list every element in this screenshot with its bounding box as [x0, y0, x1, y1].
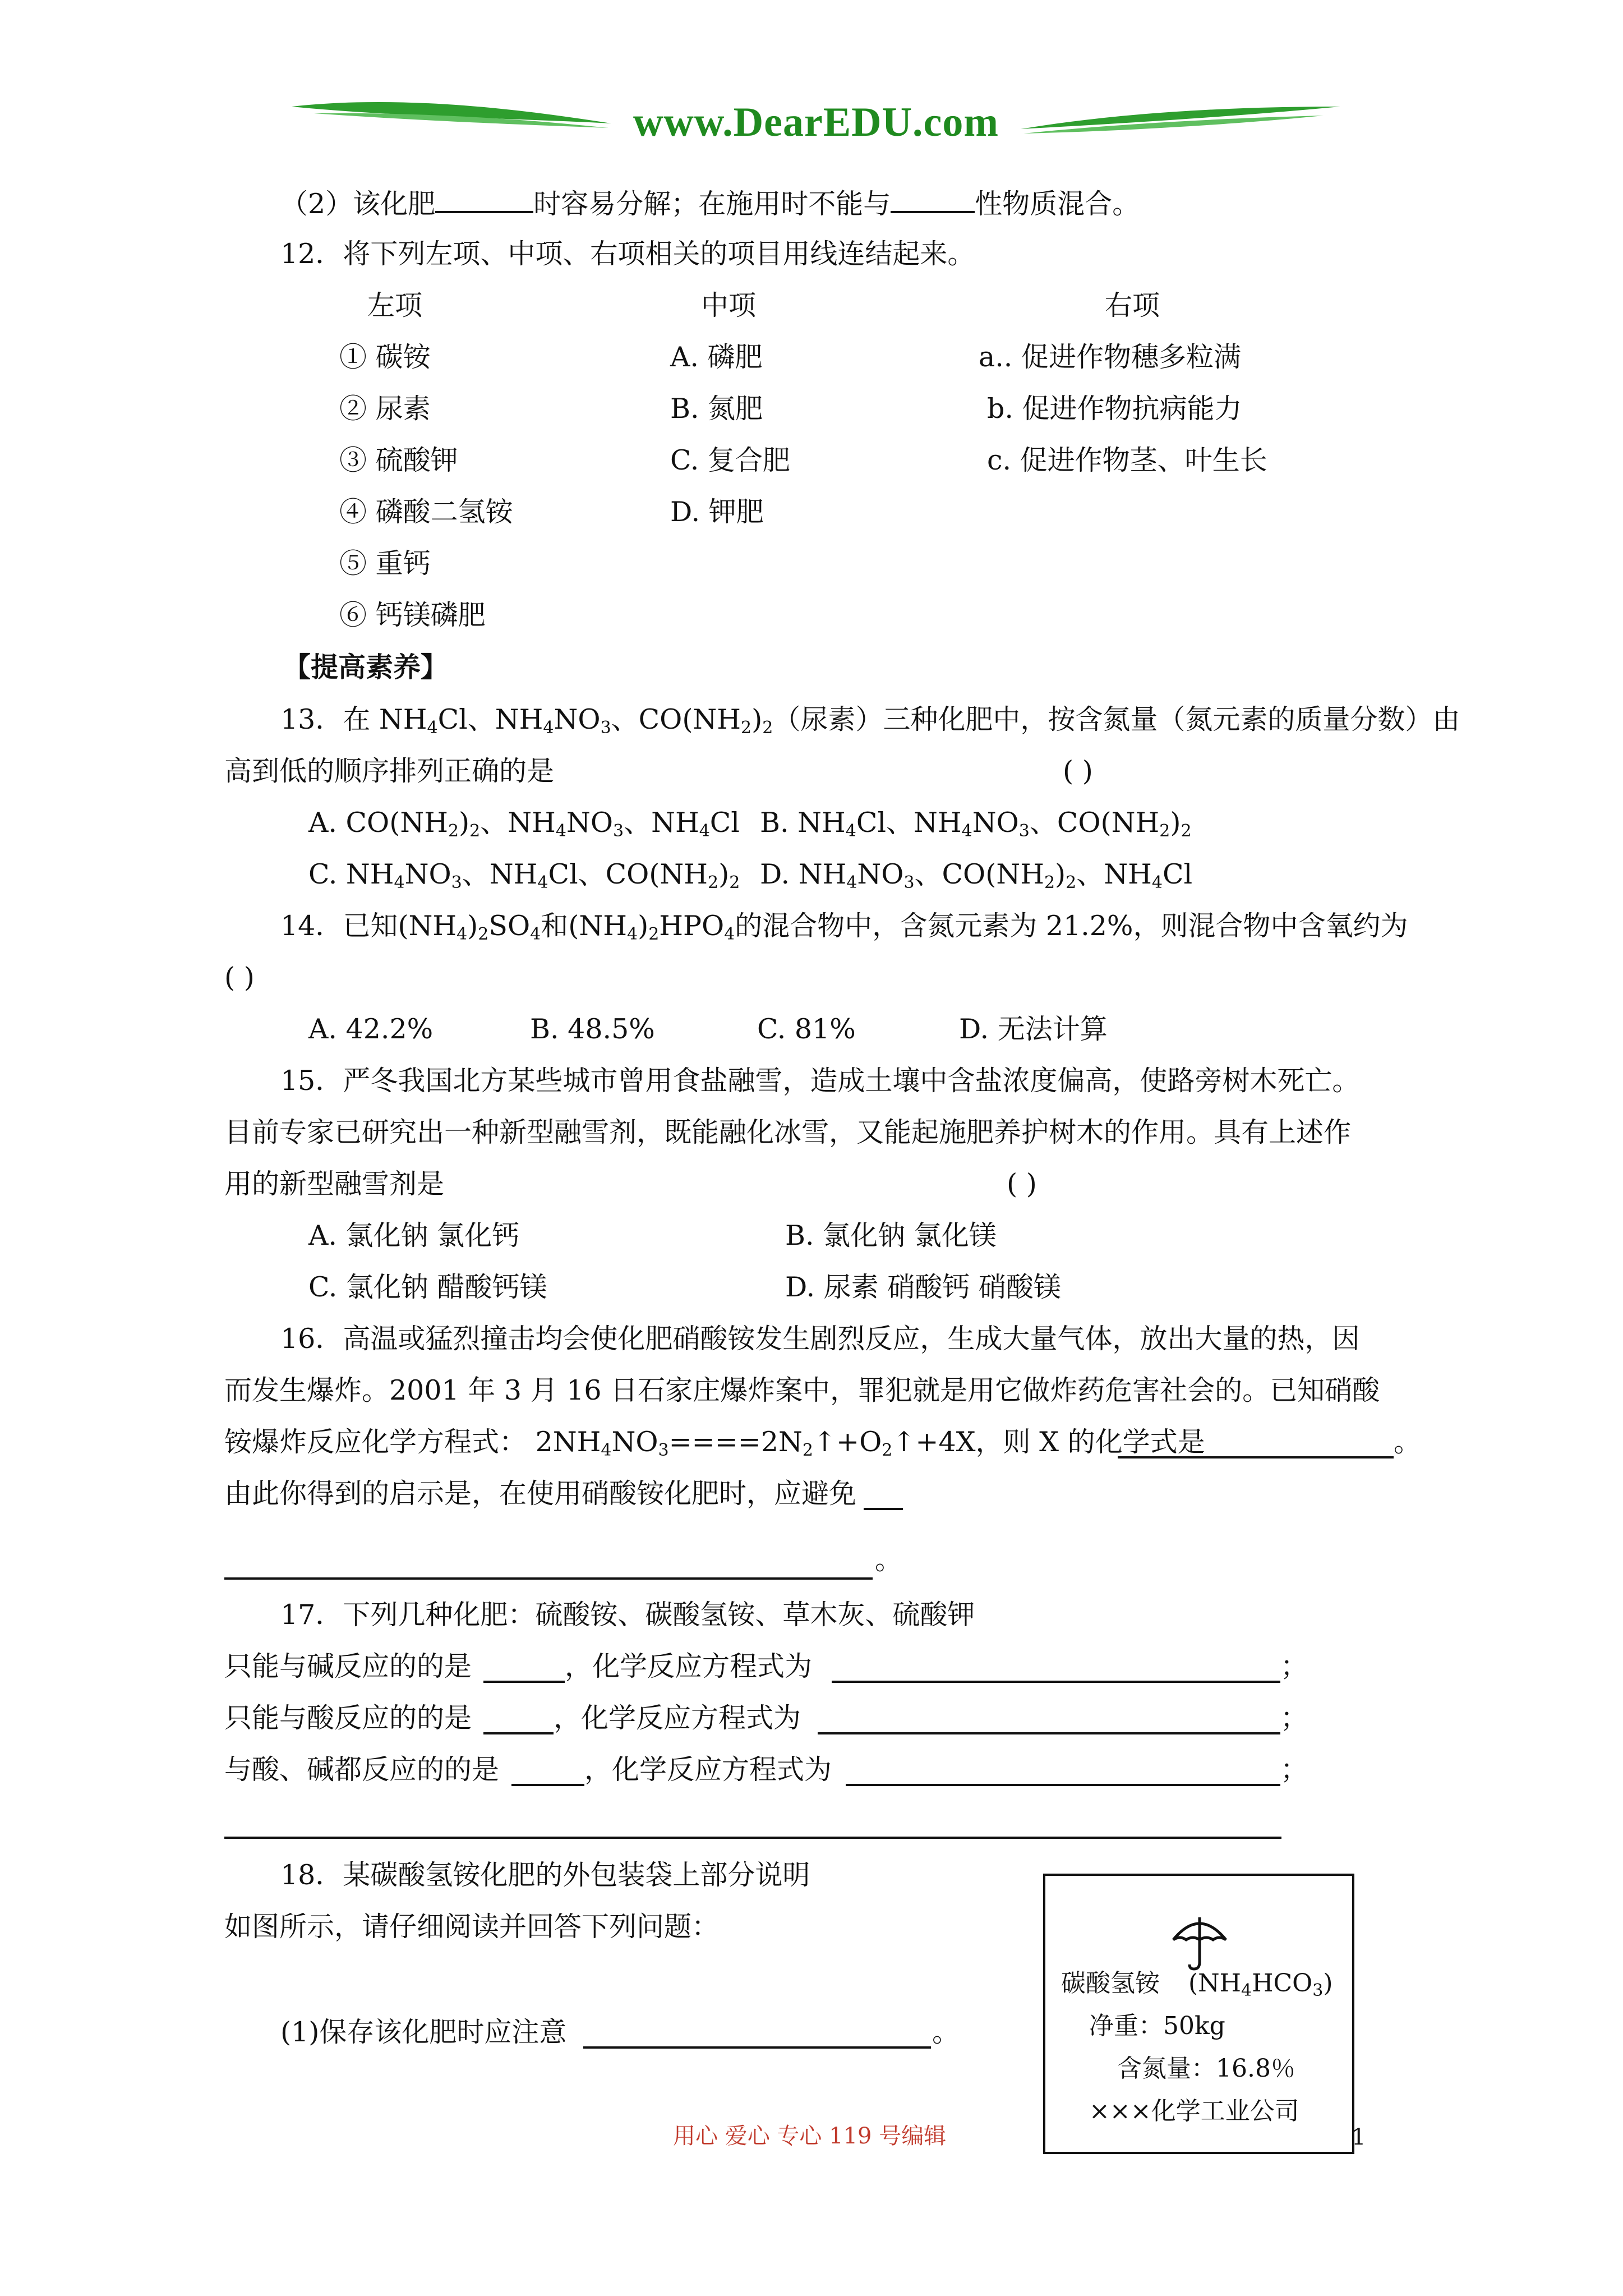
q15-option-b[interactable]: B. 氯化钠 氯化镁 — [785, 1220, 997, 1251]
q14-stem: 14．已知$(NH_4)_2SO_4$和$(NH_4)_2HPO_4$的混合物中，含氮元素为 21.2%，则混合物中含氧约为 — [280, 910, 1408, 944]
q16-stem-line2: 而发生爆炸。2001 年 3 月 16 日石家庄爆炸案中，罪犯就是用它做炸药危害社会的。已知硝酸 — [224, 1374, 1380, 1406]
q16-stem-line1: 16．高温或猛烈撞击均会使化肥硝酸铵发生剧烈反应，生成大量气体，放出大量的热，因 — [280, 1323, 1360, 1355]
q12-middle-item: A. 磷肥 — [670, 341, 763, 373]
umbrella-icon — [1169, 1911, 1230, 1972]
q13-option-d[interactable]: D. $NH_4NO_3$、$CO(NH_2)_2$、$NH_4Cl$ — [760, 858, 1193, 892]
net-weight: 净重：50kg — [1089, 2012, 1225, 2040]
q12-right-item: b. 促进作物抗病能力 — [987, 393, 1242, 425]
answer-blank[interactable] — [846, 1784, 1280, 1786]
period: 。 — [1394, 1426, 1422, 1458]
semicolon: ； — [1280, 1754, 1308, 1786]
q17-stem: 17．下列几种化肥：硫酸铵、碳酸氢铵、草木灰、硫酸钾 — [280, 1599, 975, 1631]
q16-stem-line4: 由此你得到的启示是，在使用硝酸铵化肥时，应避免 — [224, 1478, 857, 1510]
company-name: ×××化学工业公司 — [1089, 2097, 1299, 2125]
q12-middle-item: D. 钾肥 — [670, 496, 764, 528]
q17-row3-label: 与酸、碱都反应的的是 — [224, 1754, 500, 1786]
nitrogen-content: 含氮量：16.8％ — [1117, 2054, 1295, 2083]
q14-option-a[interactable]: A. 42.2% — [308, 1013, 434, 1045]
q12-header-left: 左项 — [367, 289, 423, 321]
q18-stem-line1: 18．某碳酸氢铵化肥的外包装袋上部分说明 — [280, 1859, 810, 1891]
answer-blank[interactable] — [891, 185, 975, 213]
q16-stem-line3: 铵爆炸反应化学方程式： $2NH_4NO_3====2N_2↑+O_2↑+4X$，则 X 的化学式是 — [224, 1426, 1205, 1460]
q17-row3-mid: ，化学反应方程式为 — [584, 1754, 832, 1786]
q12-right-item: c. 促进作物茎、叶生长 — [987, 444, 1267, 476]
page-number: 1 — [1352, 2124, 1366, 2150]
q14-option-d[interactable]: D. 无法计算 — [959, 1013, 1108, 1045]
q17-row2-label: 只能与酸反应的的是 — [224, 1702, 472, 1734]
answer-blank[interactable] — [511, 1784, 584, 1786]
q13-stem-line1: 13．在 $NH_4Cl$、$NH_4NO_3$、$CO(NH_2)_2$（尿素）三种化肥中，按含氮量（氮元素的质量分数）由 — [280, 703, 1460, 738]
q15-stem-line2: 目前专家已研究出一种新型融雪剂，既能融化冰雪，又能起施肥养护树木的作用。具有上述作 — [224, 1116, 1352, 1148]
q12-middle-item: C. 复合肥 — [670, 444, 790, 476]
product-formula: $(NH_4HCO_3)$ — [1188, 1969, 1333, 2000]
answer-bracket[interactable]: ( ) — [1007, 1168, 1037, 1200]
q18-part1: (1)保存该化肥时应注意 — [280, 2016, 567, 2048]
q12-header-middle: 中项 — [701, 289, 757, 321]
q15-stem-line3: 用的新型融雪剂是 — [224, 1168, 445, 1200]
period: 。 — [932, 2016, 960, 2048]
answer-blank[interactable] — [832, 1681, 1280, 1683]
answer-blank[interactable] — [483, 1681, 565, 1683]
q13-stem-line2: 高到低的顺序排列正确的是 — [224, 755, 555, 787]
q15-option-c[interactable]: C. 氯化钠 醋酸钙镁 — [308, 1271, 547, 1303]
period: 。 — [875, 1544, 903, 1576]
answer-blank[interactable] — [435, 185, 533, 213]
semicolon: ； — [1280, 1702, 1308, 1734]
product-name: 碳酸氢铵 — [1061, 1969, 1160, 1998]
semicolon: ； — [1280, 1650, 1308, 1682]
q12-left-item: ② 尿素 — [339, 393, 431, 425]
section-title: 【提高素养】 — [283, 651, 449, 683]
q17-row1-mid: ，化学反应方程式为 — [565, 1650, 813, 1682]
q17-row1-label: 只能与碱反应的的是 — [224, 1650, 472, 1682]
answer-blank[interactable] — [583, 2046, 931, 2049]
answer-bracket[interactable]: ( ) — [224, 961, 255, 993]
answer-blank[interactable] — [224, 1577, 873, 1580]
answer-blank[interactable] — [1118, 1456, 1394, 1458]
q12-left-item: ⑤ 重钙 — [339, 547, 431, 579]
q14-option-b[interactable]: B. 48.5% — [530, 1013, 655, 1045]
q13-option-c[interactable]: C. $NH_4NO_3$、$NH_4Cl$、$CO(NH_2)_2$ — [308, 858, 740, 892]
q12-left-item: ④ 磷酸二氢铵 — [339, 496, 513, 528]
answer-blank[interactable] — [483, 1732, 554, 1734]
answer-blank[interactable] — [224, 1837, 1281, 1839]
q13-option-b[interactable]: B. $NH_4Cl$、$NH_4NO_3$、$CO(NH_2)_2$ — [760, 807, 1192, 841]
q12-header-right: 右项 — [1105, 289, 1160, 321]
q12-left-item: ③ 硫酸钾 — [339, 444, 458, 476]
q11-part2: （2）该化肥 时容易分解；在施用时不能与 性物质混合。 — [280, 185, 1140, 222]
q13-option-a[interactable]: A. $CO(NH_2)_2$、$NH_4NO_3$、$NH_4Cl$ — [308, 807, 740, 841]
q15-option-a[interactable]: A. 氯化钠 氯化钙 — [308, 1220, 520, 1251]
q14-option-c[interactable]: C. 81% — [757, 1013, 856, 1045]
answer-blank[interactable] — [818, 1732, 1280, 1734]
q15-option-d[interactable]: D. 尿素 硝酸钙 硝酸镁 — [785, 1271, 1061, 1303]
q12-left-item: ① 碳铵 — [339, 341, 431, 373]
q15-stem-line1: 15．严冬我国北方某些城市曾用食盐融雪，造成土壤中含盐浓度偏高，使路旁树木死亡。 — [280, 1065, 1360, 1097]
page-footer: 用心 爱心 专心 119 号编辑 — [673, 2123, 947, 2149]
answer-bracket[interactable]: ( ) — [1063, 755, 1093, 787]
answer-blank[interactable] — [864, 1508, 903, 1510]
site-logo-text: www.DearEDU.com — [633, 99, 999, 145]
q18-stem-line2: 如图所示，请仔细阅读并回答下列问题： — [224, 1911, 720, 1943]
fertilizer-package-label — [1043, 1874, 1354, 2154]
q12-right-item: a.. 促进作物穗多粒满 — [979, 341, 1241, 373]
q12-middle-item: B. 氮肥 — [670, 393, 763, 425]
q12-left-item: ⑥ 钙镁磷肥 — [339, 599, 486, 631]
q17-row2-mid: ，化学反应方程式为 — [554, 1702, 801, 1734]
q12-stem: 12．将下列左项、中项、右项相关的项目用线连结起来。 — [280, 238, 975, 270]
